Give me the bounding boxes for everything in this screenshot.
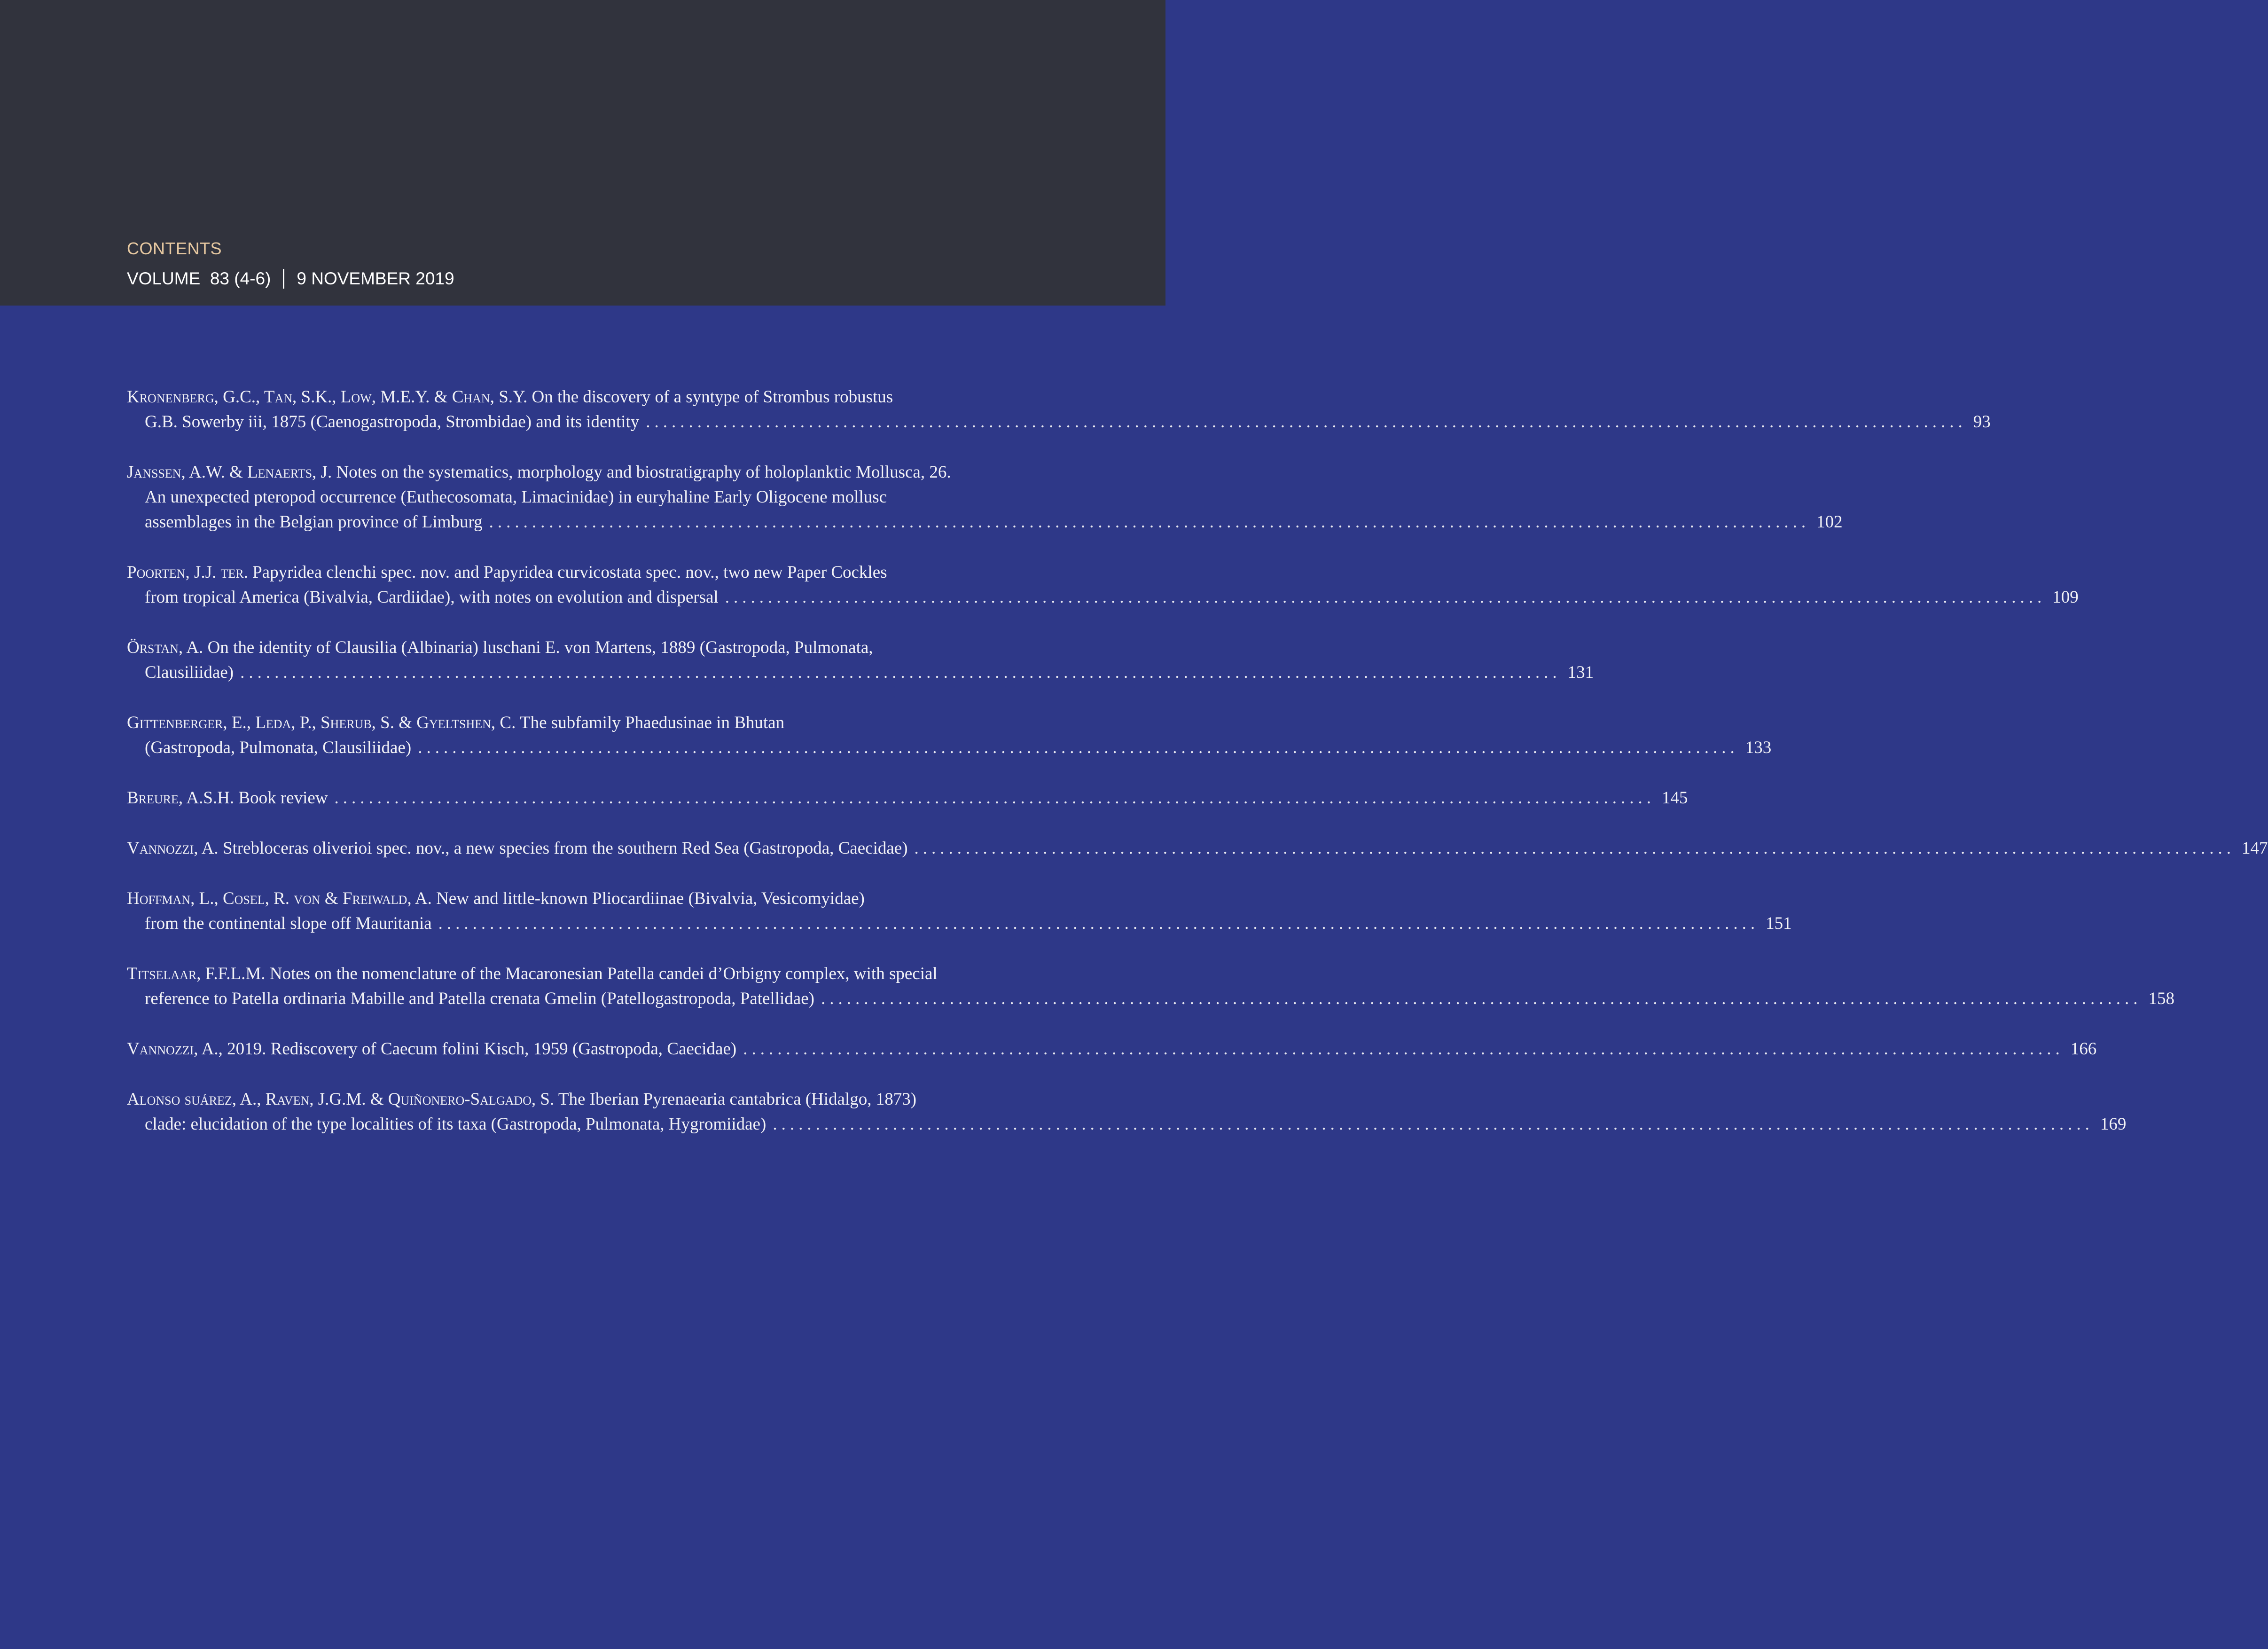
dot-leader: ..........................................................................................................................................................	[646, 412, 1967, 432]
volume-date-divider	[283, 269, 284, 289]
dot-leader: ..........................................................................................................................................................	[240, 663, 1561, 682]
table-of-contents	[127, 385, 2268, 1162]
toc-title-continued: Clausiliidae)	[145, 663, 234, 682]
page-number: 166	[2070, 1039, 2097, 1059]
toc-entry-first-line	[127, 1087, 1039, 1112]
toc-title: Papyridea clenchi spec. nov. and Papyridea curvicostata spec. nov., two new Paper Cockles	[252, 563, 887, 582]
toc-title: On the identity of Clausilia (Albinaria) luschani E. von Martens, 1889 (Gastropoda, Pulmonata,	[207, 638, 873, 657]
toc-title-continued: (Gastropoda, Pulmonata, Clausiliidae)	[145, 738, 412, 757]
toc-title: Strebloceras oliverioi spec. nov., a new species from the southern Red Sea (Gastropoda, Caecidae)	[222, 839, 908, 858]
toc-entry-poorten[interactable]	[127, 560, 2079, 610]
toc-entry-first-line	[127, 785, 1688, 810]
toc-entry-first-line	[127, 385, 1039, 409]
toc-entry-janssen[interactable]	[127, 460, 1843, 534]
page-number: 158	[2148, 989, 2174, 1008]
toc-entry-first-line	[127, 1037, 2097, 1061]
toc-entry-continuation	[127, 485, 1039, 510]
toc-title: Rediscovery of Caecum folini Kisch, 1959 (Gastropoda, Caecidae)	[270, 1039, 737, 1059]
page-number: 93	[1973, 412, 1991, 432]
toc-title: The subfamily Phaedusinae in Bhutan	[519, 713, 785, 732]
toc-entry-continuation	[127, 986, 2174, 1011]
toc-title-continued: assemblages in the Belgian province of Limburg	[145, 512, 483, 532]
page-number: 109	[2052, 588, 2079, 607]
toc-authors: Poorten, J.J. ter.	[127, 563, 248, 582]
toc-authors: Titselaar, F.F.L.M.	[127, 964, 266, 983]
toc-authors: Vannozzi, A., 2019.	[127, 1039, 266, 1059]
toc-entry-first-line	[127, 460, 1039, 485]
toc-entry-hoffman[interactable]	[127, 886, 1792, 936]
toc-entry-orstan[interactable]	[127, 635, 1594, 685]
toc-entry-vannozzi-strebloceras[interactable]	[127, 836, 2268, 861]
toc-authors: Kronenberg, G.C., Tan, S.K., Low, M.E.Y. & Chan, S.Y.	[127, 387, 528, 407]
toc-authors: Breure, A.S.H.	[127, 788, 235, 808]
toc-entry-titselaar[interactable]	[127, 961, 2174, 1011]
toc-authors: Vannozzi, A.	[127, 839, 219, 858]
dot-leader: ..........................................................................................................................................................	[743, 1039, 2064, 1059]
toc-title-continued: An unexpected pteropod occurrence (Euthecosomata, Limacinidae) in euryhaline Early Oligocene mollusc	[145, 487, 887, 507]
toc-entry-continuation	[127, 409, 1991, 434]
dot-leader: ..........................................................................................................................................................	[725, 588, 2046, 607]
toc-authors: Gittenberger, E., Leda, P., Sherub, S. & Gyeltshen, C.	[127, 713, 516, 732]
toc-entry-gittenberger[interactable]	[127, 710, 1772, 760]
page-number: 133	[1745, 738, 1772, 757]
toc-entry-first-line	[127, 836, 2268, 861]
toc-entry-breure[interactable]	[127, 785, 1688, 810]
toc-entry-first-line	[127, 560, 1039, 585]
page-number: 102	[1816, 512, 1843, 532]
page-number: 147	[2242, 839, 2268, 858]
toc-entry-text	[127, 785, 328, 810]
dot-leader: ..........................................................................................................................................................	[821, 989, 2142, 1008]
page-number: 131	[1567, 663, 1594, 682]
toc-entry-first-line	[127, 886, 1039, 911]
toc-entry-text	[127, 836, 908, 861]
toc-entry-vannozzi-caecum[interactable]	[127, 1037, 2097, 1061]
toc-entry-continuation	[127, 735, 1772, 760]
toc-entry-first-line	[127, 961, 1039, 986]
toc-title: New and little-known Pliocardiinae (Bivalvia, Vesicomyidae)	[436, 889, 865, 908]
toc-title: Book review	[238, 788, 328, 808]
toc-title-continued: from the continental slope off Mauritania	[145, 914, 432, 933]
page-number: 169	[2100, 1115, 2127, 1134]
issue-date: 9 NOVEMBER 2019	[297, 269, 454, 288]
contents-label: CONTENTS	[127, 239, 222, 258]
dot-leader: ..........................................................................................................................................................	[418, 738, 1739, 757]
dot-leader: ..........................................................................................................................................................	[438, 914, 1760, 933]
toc-title: The Iberian Pyrenaearia cantabrica (Hidalgo, 1873)	[558, 1090, 917, 1109]
dot-leader: ..........................................................................................................................................................	[334, 788, 1655, 808]
toc-authors: Örstan, A.	[127, 638, 203, 657]
header-band	[0, 0, 1165, 306]
page-number: 145	[1662, 788, 1688, 808]
toc-entry-continuation	[127, 585, 2079, 610]
dot-leader: ..........................................................................................................................................................	[773, 1115, 2094, 1134]
volume-line	[127, 269, 454, 289]
toc-entry-first-line	[127, 635, 1039, 660]
toc-entry-continuation	[127, 911, 1792, 936]
toc-entry-first-line	[127, 710, 1039, 735]
toc-entry-continuation	[127, 660, 1594, 685]
toc-authors: Hoffman, L., Cosel, R. von & Freiwald, A.	[127, 889, 432, 908]
toc-title-continued: G.B. Sowerby iii, 1875 (Caenogastropoda, Strombidae) and its identity	[145, 412, 640, 432]
toc-title: Notes on the systematics, morphology and biostratigraphy of holoplanktic Mollusca, 26.	[336, 463, 951, 482]
toc-title: Notes on the nomenclature of the Macaronesian Patella candei d’Orbigny complex, with special	[269, 964, 938, 983]
toc-entry-continuation	[127, 510, 1843, 534]
dot-leader: ..........................................................................................................................................................	[914, 839, 2236, 858]
toc-entry-continuation	[127, 1112, 2127, 1137]
toc-title-continued: reference to Patella ordinaria Mabille and Patella crenata Gmelin (Patellogastropoda, Patellidae)	[145, 989, 814, 1008]
toc-title-continued: clade: elucidation of the type localities of its taxa (Gastropoda, Pulmonata, Hygromiidae)	[145, 1115, 766, 1134]
toc-title: On the discovery of a syntype of Strombus robustus	[532, 387, 893, 407]
volume-number: VOLUME 83 (4-6)	[127, 269, 271, 288]
toc-entry-kronenberg[interactable]	[127, 385, 1991, 434]
toc-entry-alonso-suarez[interactable]	[127, 1087, 2127, 1137]
page-number: 151	[1766, 914, 1792, 933]
toc-authors: Janssen, A.W. & Lenaerts, J.	[127, 463, 332, 482]
toc-entry-text	[127, 1037, 736, 1061]
toc-title-continued: from tropical America (Bivalvia, Cardiidae), with notes on evolution and dispersal	[145, 588, 719, 607]
toc-authors: Alonso suárez, A., Raven, J.G.M. & Quiñonero-Salgado, S.	[127, 1090, 555, 1109]
dot-leader: ..........................................................................................................................................................	[489, 512, 1810, 532]
